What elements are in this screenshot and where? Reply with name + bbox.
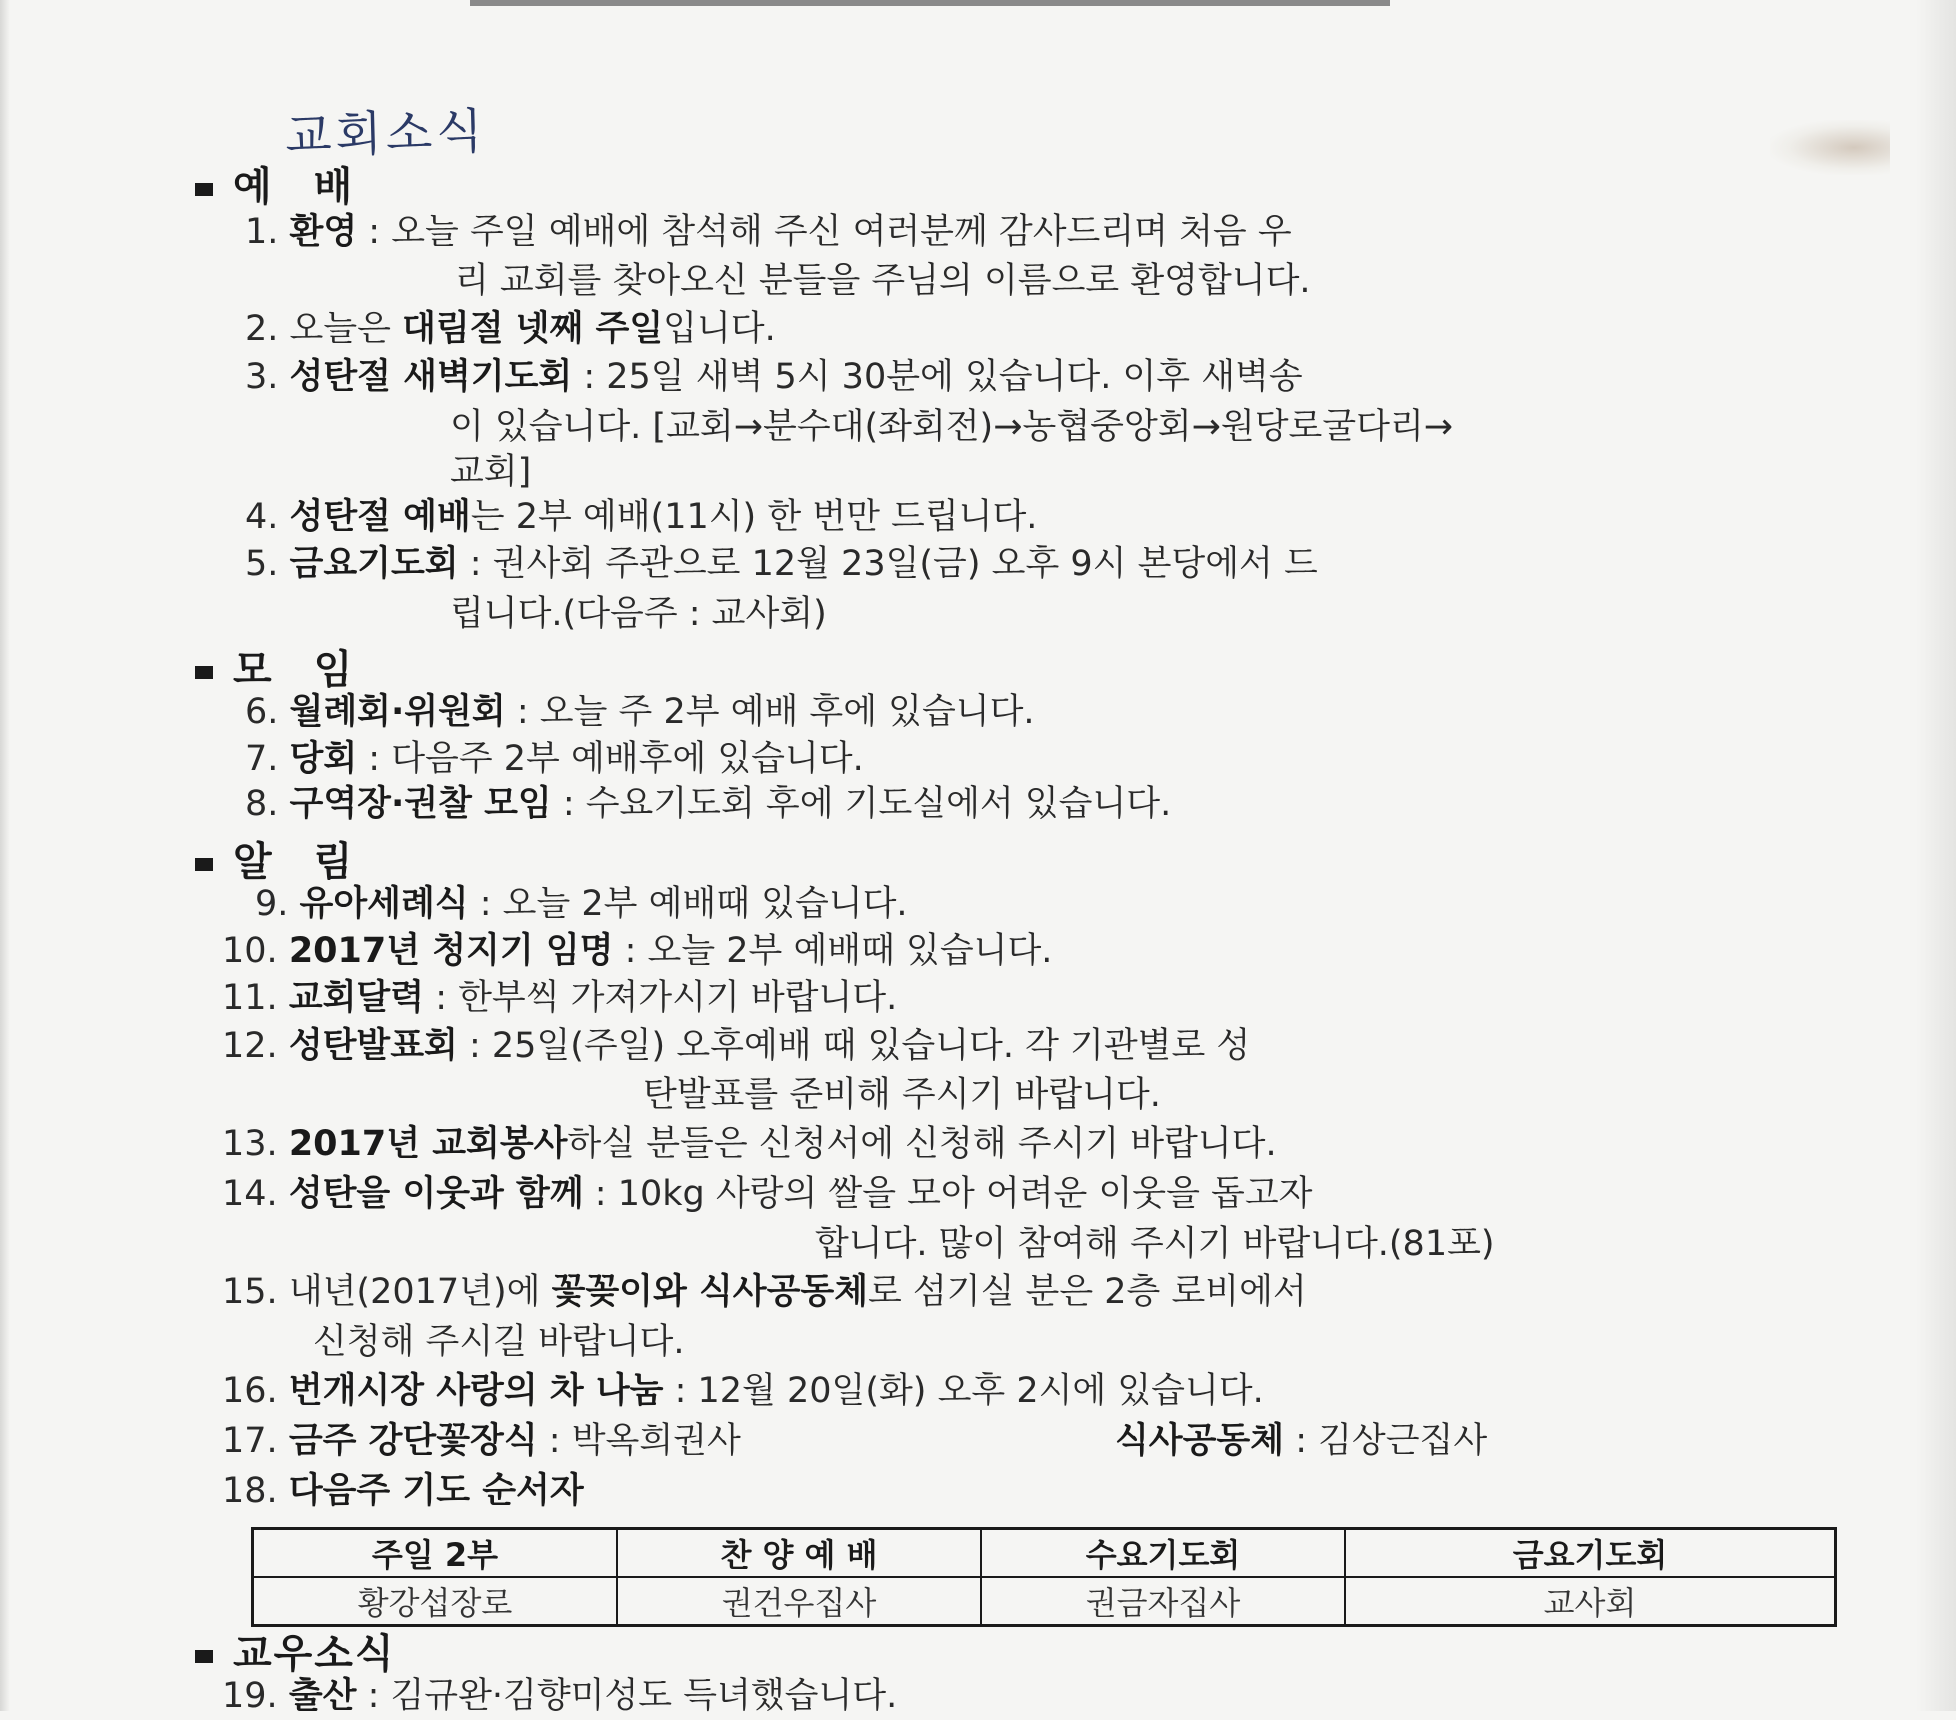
square-bullet-icon [195, 1650, 213, 1663]
list-item-16: 16. 번개시장 사랑의 차 나눔 : 12월 20일(화) 오후 2시에 있습니다. [222, 1371, 1264, 1411]
list-item-8: 8. 구역장·권찰 모임 : 수요기도회 후에 기도실에서 있습니다. [245, 784, 1172, 824]
list-item-15-cont: 신청해 주시길 바랍니다. [313, 1322, 685, 1362]
page-shadow-left [0, 0, 10, 1711]
list-item-3: 3. 성탄절 새벽기도회 : 25일 새벽 5시 30분에 있습니다. 이후 새벽송 [245, 357, 1303, 397]
page-edge [470, 0, 1390, 6]
square-bullet-icon [195, 858, 213, 871]
list-item-14-cont: 합니다. 많이 참여해 주시기 바랍니다.(81포) [815, 1224, 1495, 1264]
list-item-18: 18. 다음주 기도 순서자 [222, 1471, 584, 1511]
list-item-3-cont2: 교회] [450, 452, 532, 492]
table-cell: 황강섭장로 [253, 1577, 618, 1626]
table-cell: 권금자집사 [981, 1577, 1345, 1626]
square-bullet-icon [195, 183, 213, 196]
list-item-17: 17. 금주 강단꽃장식 : 박옥희권사 [222, 1421, 741, 1461]
table-header-cell: 주일 2부 [253, 1529, 618, 1578]
section-notice: 알 림 [195, 830, 366, 887]
table-row [253, 1577, 1836, 1626]
table-header-cell: 수요기도회 [981, 1529, 1345, 1578]
page-shadow-right [1916, 0, 1956, 1711]
square-bullet-icon [195, 666, 213, 679]
list-item-5: 5. 금요기도회 : 권사회 주관으로 12월 23일(금) 오후 9시 본당에서 드 [245, 544, 1318, 584]
list-item-15: 15. 내년(2017년)에 꽃꽂이와 식사공동체로 섬기실 분은 2층 로비에서 [222, 1272, 1307, 1312]
list-item-14: 14. 성탄을 이웃과 함께 : 10kg 사랑의 쌀을 모아 어려운 이웃을 돕고자 [222, 1174, 1313, 1214]
table-cell: 교사회 [1345, 1577, 1836, 1626]
list-item-1: 1. 환영 : 오늘 주일 예배에 참석해 주신 여러분께 감사드리며 처음 우 [245, 212, 1292, 252]
list-item-7: 7. 당회 : 다음주 2부 예배후에 있습니다. [245, 739, 864, 779]
list-item-10: 10. 2017년 청지기 임명 : 오늘 2부 예배때 있습니다. [222, 931, 1053, 971]
table-header-cell: 금요기도회 [1345, 1529, 1836, 1578]
list-item-12-cont: 탄발표를 준비해 주시기 바랍니다. [643, 1075, 1161, 1115]
handwritten-title: 교회소식 [284, 103, 488, 165]
list-item-12: 12. 성탄발표회 : 25일(주일) 오후예배 때 있습니다. 각 기관별로 성 [222, 1026, 1251, 1066]
list-item-2: 2. 오늘은 대림절 넷째 주일입니다. [245, 309, 776, 349]
list-item-19: 19. 출산 : 김규완·김향미성도 득녀했습니다. [222, 1676, 898, 1716]
list-item-3-cont: 이 있습니다. [교회→분수대(좌회전)→농협중앙회→원당로굴다리→ [450, 407, 1454, 447]
section-meeting: 모 임 [195, 638, 366, 695]
section-members: 교우소식 [195, 1622, 396, 1679]
list-item-17-part2: 식사공동체 : 김상근집사 [1115, 1421, 1488, 1461]
table-header-row [253, 1529, 1836, 1578]
list-item-13: 13. 2017년 교회봉사하실 분들은 신청서에 신청해 주시기 바랍니다. [222, 1124, 1277, 1164]
list-item-5-cont: 립니다.(다음주 : 교사회) [450, 594, 827, 634]
list-item-9: 9. 유아세례식 : 오늘 2부 예배때 있습니다. [255, 884, 908, 924]
list-item-4: 4. 성탄절 예배는 2부 예배(11시) 한 번만 드립니다. [245, 497, 1038, 537]
list-item-11: 11. 교회달력 : 한부씩 가져가시기 바랍니다. [222, 978, 898, 1018]
list-item-6: 6. 월례회·위원회 : 오늘 주 2부 예배 후에 있습니다. [245, 692, 1035, 732]
list-item-1-cont: 리 교회를 찾아오신 분들을 주님의 이름으로 환영합니다. [455, 261, 1311, 301]
section-worship: 예 배 [195, 155, 366, 212]
table-cell: 권건우집사 [617, 1577, 981, 1626]
table-header-cell: 찬 양 예 배 [617, 1529, 981, 1578]
paper-stain [1770, 120, 1890, 175]
prayer-order-table [251, 1527, 1837, 1627]
